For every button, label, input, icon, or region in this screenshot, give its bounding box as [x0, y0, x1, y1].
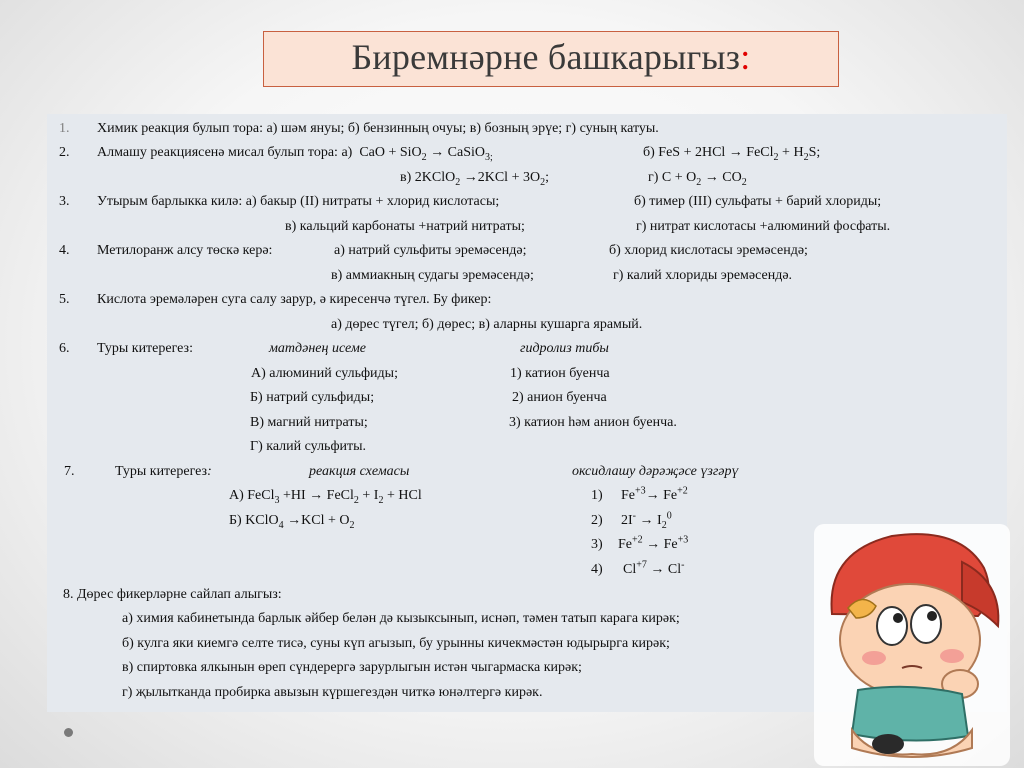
pupil-right [927, 611, 937, 621]
q4-line1-c: б) хлорид кислотасы эремәсендә; [609, 243, 808, 258]
q2-b-mid: + H [778, 145, 804, 160]
q2-c-left: в) 2KClO [400, 170, 456, 185]
cheek-left [862, 651, 886, 665]
slide-bullet [64, 728, 73, 737]
q2-option-b [643, 144, 820, 162]
q6-item-b: Б) натрий сульфиды; [250, 390, 375, 405]
q7-a-part: +HI → FeCl [279, 488, 354, 503]
q2-c-mid: →2KCl + 3O [460, 170, 541, 185]
q7-option-4 [623, 561, 684, 579]
q6-item-d: Г) калий сульфиты. [250, 439, 367, 454]
q2-b-end: S; [808, 145, 821, 160]
q7-option-4-num: 4) [591, 562, 603, 577]
q3-line1-b: б) тимер (III) сульфаты + барий хлориды; [634, 194, 882, 209]
q2-sub: 2 [773, 151, 779, 163]
q2-d-mid: → CO [701, 170, 742, 185]
q7-option-3 [618, 536, 688, 554]
q7-b-part: Б) KClO [229, 513, 279, 528]
q2-lead: Алмашу реакциясенә мисал булып тора: а) [97, 145, 353, 160]
q7-sub: 2 [661, 519, 667, 531]
q7-a-part: + HCl [383, 488, 422, 503]
eye-left [877, 607, 907, 645]
q2-sub: 2 [455, 176, 461, 188]
eye-right [911, 605, 941, 643]
q7-opt-part: Fe [621, 488, 635, 503]
q1-text: Химик реакция булып тора: а) шәм януы; б) бензинның очуы; в) бозның эрүе; г) суның катуы. [97, 121, 659, 136]
q5-line1: Кислота эремәләрен суга салу зарур, ә киресенчә түгел. Бу фикер: [97, 292, 492, 307]
thinking-boy-illustration [812, 522, 1012, 768]
q7-option-1 [621, 487, 688, 505]
q7-sup: - [681, 559, 685, 571]
q6-type-2: 2) анион буенча [512, 390, 607, 405]
q2-d-left: г) C + O [648, 170, 697, 185]
q8-item-c: в) спиртовка ялкынын өреп сүндерергә зарурлыгын истән чыгармаска кирәк; [122, 660, 582, 675]
q5-number: 5. [59, 292, 70, 307]
q3-line2-b: г) нитрат кислотасы +алюминий фосфаты. [636, 219, 891, 234]
q2-sub: 2 [696, 176, 702, 188]
q2-sub: 3; [485, 151, 493, 163]
q7-reaction-a [229, 487, 422, 505]
q6-col1-header: матдәнең исеме [269, 341, 366, 356]
q7-opt-part: Fe [618, 537, 632, 552]
q7-lead-text: Туры китерегез [115, 464, 208, 479]
q2-a-right: → CaSiO [426, 145, 486, 160]
q7-sub: 4 [278, 519, 284, 531]
q1-number: 1. [59, 121, 70, 136]
q8-item-a: а) химия кабинетында барлык әйбер белән дә кызыксынып, иснәп, тәмен татып карага кирәк; [122, 611, 680, 626]
q7-sup: +2 [632, 534, 643, 546]
q6-lead: Туры китерегез: [97, 341, 193, 356]
q7-sub: 2 [378, 494, 384, 506]
q7-sub: 2 [349, 519, 355, 531]
q4-number: 4. [59, 243, 70, 258]
shirt [852, 687, 968, 741]
q4-line2-a: в) аммиакның судагы эремәсендә; [331, 268, 534, 283]
q7-opt-part: → Fe [642, 537, 678, 552]
q7-sup: +3 [635, 485, 646, 497]
q7-a-part: + I [358, 488, 379, 503]
q7-sub: 2 [353, 494, 359, 506]
q7-sub: 3 [274, 494, 280, 506]
q2-sub: 2 [741, 176, 747, 188]
q8-heading: 8. Дөрес фикерләрне сайлап алыгыз: [63, 587, 282, 602]
q8-item-b: б) кулга яки киемгә селте тисә, суны күп агызып, бу урынны кичекмәстән юдырырга кирәк; [122, 636, 670, 651]
q7-opt-part: → Fe [645, 488, 678, 503]
q7-lead-colon: : [207, 464, 212, 479]
q5-line2: а) дөрес түгел; б) дөрес; в) аларны кушарга ярамый. [331, 317, 643, 332]
q8-item-d: г) җылытканда пробирка авызын күршегездән читкә юнәлтергә кирәк. [122, 685, 543, 700]
q2-sub: 2 [421, 151, 427, 163]
q3-line2-a: в) кальций карбонаты +натрий нитраты; [285, 219, 525, 234]
q7-option-1-num: 1) [591, 488, 603, 503]
q2-number: 2. [59, 145, 70, 160]
q7-opt-part: → I [636, 513, 662, 528]
q6-col2-header: гидролиз тибы [520, 341, 609, 356]
title-box [263, 31, 839, 87]
q6-item-a: А) алюминий сульфиды; [251, 366, 398, 381]
q4-line1-b: а) натрий сульфиты эремәсендә; [334, 243, 527, 258]
q7-option-2 [621, 512, 672, 530]
q7-sup: +3 [677, 534, 689, 546]
shoe [872, 734, 904, 754]
q7-option-2-num: 2) [591, 513, 603, 528]
q7-opt-part: Cl [623, 562, 637, 577]
title-text: Биремнәрне башкарыгыз [351, 37, 741, 77]
q6-type-3: 3) катион һәм анион буенча. [509, 415, 677, 430]
q4-line2-b: г) калий хлориды эремәсендә. [613, 268, 793, 283]
q3-line1-a: Утырым барлыкка килә: а) бакыр (II) нитраты + хлорид кислотасы; [97, 194, 500, 209]
q7-opt-part: 2I [621, 513, 633, 528]
title-colon: : [740, 37, 751, 77]
q2-sub: 2 [540, 176, 546, 188]
cheek-right [940, 649, 964, 663]
q7-col2-header: оксидлашу дәрәҗәсе үзгәрү [572, 464, 739, 479]
q2-option-d [648, 169, 747, 187]
q7-sup: +7 [636, 559, 647, 571]
q7-b-part: →KCl + O [283, 513, 350, 528]
q7-col1-header: реакция схемасы [309, 464, 410, 479]
q4-line1-a: Метилоранж алсу төскә керә: [97, 243, 273, 258]
q7-opt-part: → Cl [646, 562, 682, 577]
pupil-left [893, 613, 903, 623]
q7-option-3-num: 3) [591, 537, 603, 552]
q7-sup: +2 [677, 485, 688, 497]
q7-number: 7. [64, 464, 75, 479]
q7-lead [115, 463, 212, 481]
q7-sup: 0 [666, 510, 672, 522]
q6-item-c: В) магний нитраты; [250, 415, 368, 430]
q6-number: 6. [59, 341, 70, 356]
page-title [264, 36, 838, 78]
q7-a-part: А) FeCl [229, 488, 275, 503]
q2-option-c [400, 169, 549, 187]
q2-a-left: CaO + SiO [359, 145, 422, 160]
q6-type-1: 1) катион буенча [510, 366, 610, 381]
q3-number: 3. [59, 194, 70, 209]
q7-reaction-b [229, 512, 355, 530]
q2-b-left: б) FeS + 2HCl → FeCl [643, 145, 774, 160]
q2-c-end: ; [545, 170, 549, 185]
q2-line1 [97, 144, 493, 162]
q7-sup: - [632, 510, 637, 522]
q2-sub: 2 [803, 151, 809, 163]
